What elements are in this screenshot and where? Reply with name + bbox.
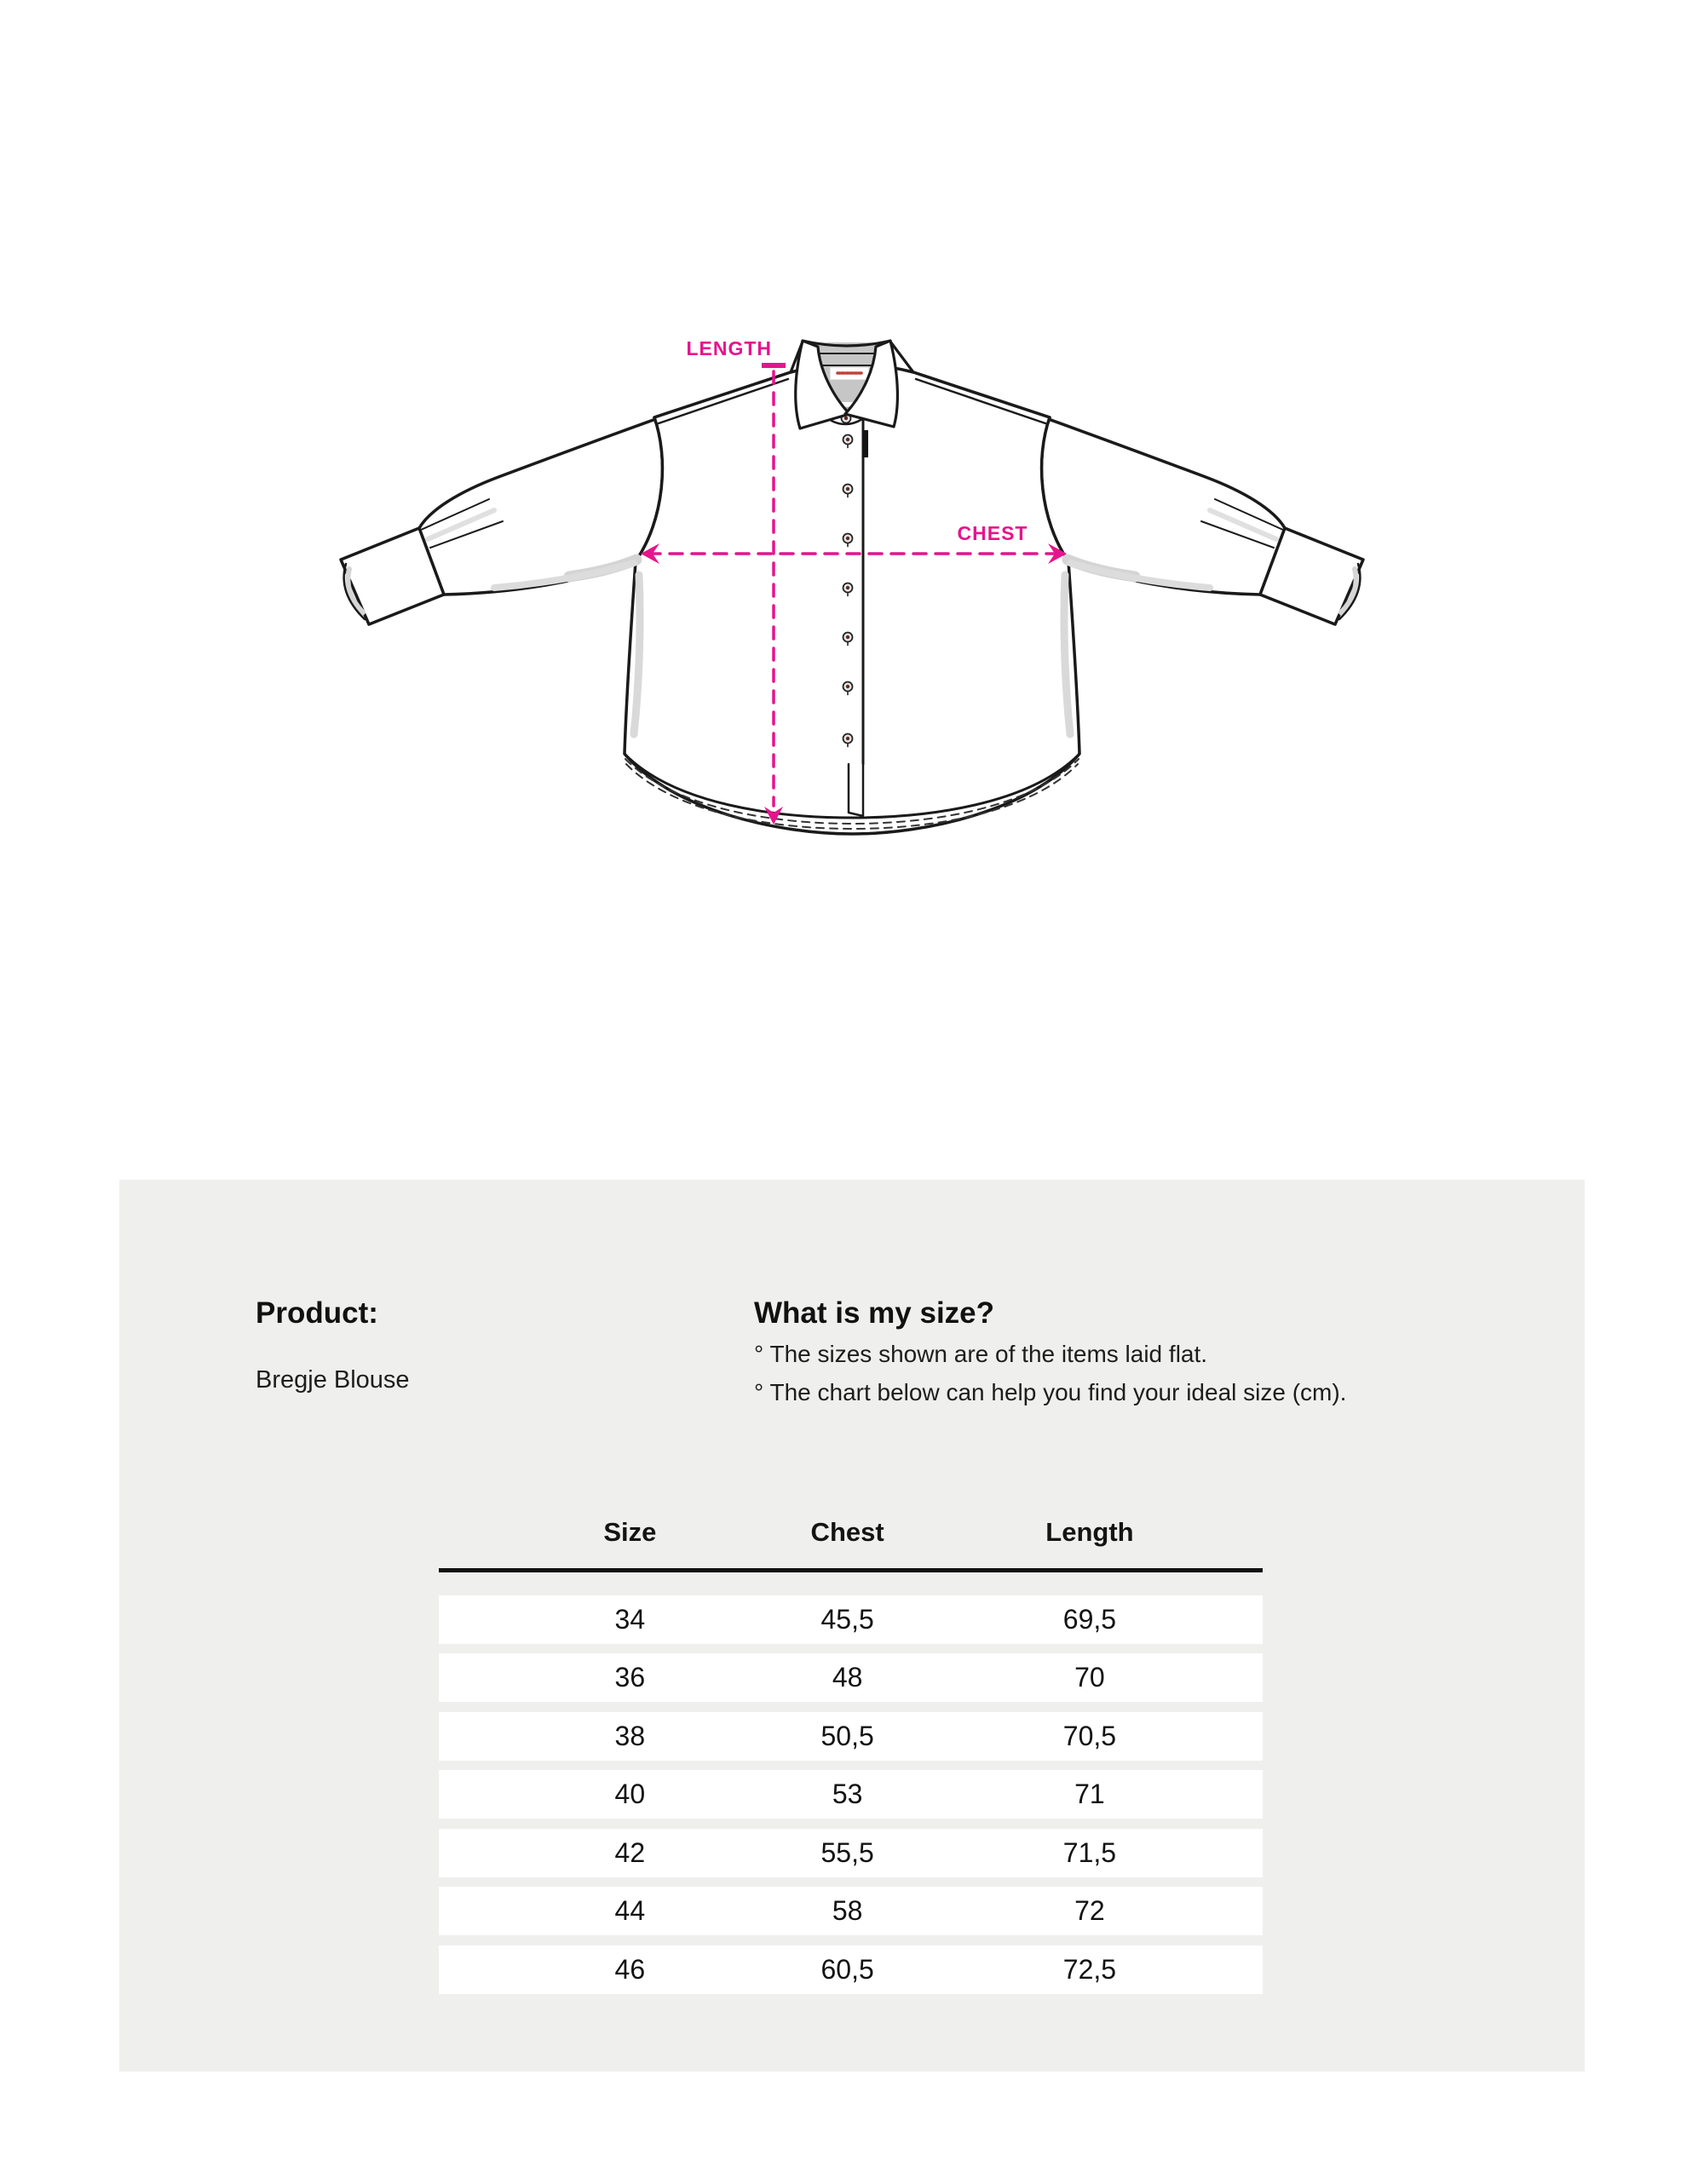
cell-length: 72,5 [1062,1954,1117,1985]
info-panel [119,1180,1585,2072]
placket-top-detail [862,430,868,457]
chest-measure-label: CHEST [957,522,1028,544]
cell-chest: 45,5 [820,1604,874,1635]
cell-size: 44 [614,1895,646,1926]
cell-chest: 60,5 [820,1954,874,1985]
table-row [439,1887,1263,1935]
brand-tag [830,367,869,380]
header-length: Length [1045,1517,1134,1547]
cell-size: 34 [614,1604,646,1635]
cell-length: 71,5 [1062,1837,1117,1868]
cell-size: 42 [614,1837,646,1868]
blouse-technical-drawing [315,328,1397,865]
cell-chest: 58 [832,1895,863,1926]
table-header-rule [439,1568,1263,1572]
table-row [439,1770,1263,1819]
header-chest: Chest [810,1517,884,1547]
table-row [439,1595,1263,1644]
size-note-chart: ° The chart below can help you find your ideal size (cm). [754,1379,1347,1405]
cell-size: 46 [614,1954,646,1985]
cell-size: 36 [614,1662,646,1693]
cell-length: 70 [1074,1662,1105,1693]
length-measure-label: LENGTH [686,337,772,359]
cell-length: 72 [1074,1895,1105,1926]
cell-length: 69,5 [1062,1604,1117,1635]
table-row [439,1712,1263,1761]
cell-chest: 50,5 [820,1721,874,1751]
size-chart-table [439,1514,1263,2000]
product-name: Bregje Blouse [256,1366,410,1394]
table-row [439,1945,1263,1994]
header-size: Size [603,1517,657,1547]
size-question-heading: What is my size? [754,1296,995,1331]
cell-chest: 55,5 [820,1837,874,1868]
size-notes [754,1335,1346,1411]
product-heading: Product: [256,1296,378,1331]
table-header-row [439,1514,1263,1550]
size-note-flat: ° The sizes shown are of the items laid flat. [754,1341,1208,1367]
blouse-body [625,365,1079,835]
cell-chest: 53 [832,1779,863,1809]
cell-length: 70,5 [1062,1721,1117,1751]
collar [791,341,913,428]
cell-chest: 48 [832,1662,863,1693]
table-row [439,1829,1263,1877]
table-row [439,1653,1263,1702]
length-top-tick [762,363,786,368]
cell-size: 40 [614,1779,646,1809]
cell-length: 71 [1074,1779,1105,1809]
cell-size: 38 [614,1721,646,1751]
